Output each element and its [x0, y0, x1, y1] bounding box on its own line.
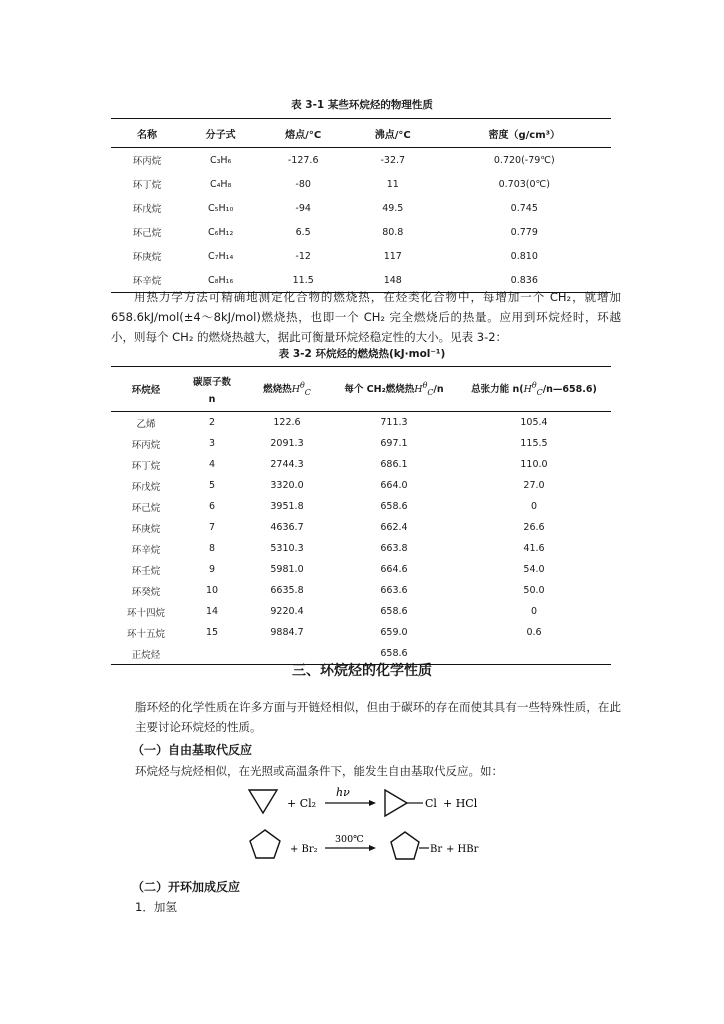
table-cell: 54.0: [523, 564, 545, 575]
table-cell: 80.8: [382, 226, 404, 238]
table-cell: 正烷烃: [131, 649, 161, 661]
symbol-sub: C: [536, 388, 543, 398]
table2-header-col5b: /n—658.6): [542, 384, 597, 396]
table-cell: 0.779: [510, 226, 538, 238]
table-cell: 6.5: [295, 226, 311, 238]
reaction2-byproduct: + HBr: [446, 844, 479, 855]
section-title: 三、环烷烃的化学性质: [292, 663, 432, 679]
table-cell: 环丁烷: [131, 460, 161, 472]
table-cell: 697.1: [380, 438, 408, 449]
table2-header-row: [111, 367, 611, 412]
table-cell: 10: [205, 585, 219, 596]
table-cell: 环庚烷: [131, 523, 161, 535]
enthalpy-symbol: [291, 380, 311, 398]
table-cell: 0.703(0℃): [498, 178, 550, 190]
symbol-sub: C: [304, 388, 311, 398]
table-cell: 658.6: [380, 501, 408, 512]
table-cell: 环辛烷: [132, 276, 162, 287]
table-cell: C₄H₈: [209, 178, 232, 190]
table2-header: [243, 367, 331, 412]
table-cell: 0.6: [526, 627, 542, 638]
table-row: [111, 496, 611, 517]
table-row: [111, 538, 611, 559]
table-cell: 110.0: [520, 459, 548, 470]
table-cell: 2091.3: [270, 438, 304, 449]
table-cell: 26.6: [523, 522, 545, 533]
table-cell: 6: [208, 501, 216, 512]
table-cell: 环戊烷: [131, 481, 161, 493]
table-cell: 664.6: [380, 564, 408, 575]
table-cell: 41.6: [523, 543, 545, 554]
table-row: [111, 622, 611, 643]
item-hydrogenation: 1．加氢: [135, 900, 177, 914]
reaction1-condition: hν: [336, 786, 350, 799]
table2-caption: 表 3-2 环烷烃的燃烧热(kJ·mol⁻¹): [278, 348, 446, 360]
table-cell: 663.6: [380, 585, 408, 596]
table-cell: 0.720(-79℃): [493, 154, 555, 166]
table1-header: 熔点/°C: [285, 129, 322, 141]
table2-header: [331, 367, 457, 412]
table-cell: -80: [295, 178, 311, 190]
table-cell: 环丁烷: [132, 180, 162, 191]
cyclopentane-structure: [250, 830, 280, 858]
table-row: [111, 475, 611, 496]
table-cell: 664.0: [380, 480, 408, 491]
table-row: [111, 244, 611, 268]
table-cell: 4636.7: [270, 522, 304, 533]
table-cell: 4: [208, 459, 216, 470]
reaction1-arrowhead: [369, 800, 376, 806]
table-cell: 122.6: [273, 417, 301, 428]
table2-header-col4b: /n: [433, 384, 444, 396]
symbol-sup: θ: [422, 380, 428, 390]
table-cell: -12: [295, 250, 311, 262]
table-cell: 105.4: [520, 417, 548, 428]
table-cell: 环辛烷: [131, 544, 161, 556]
table-row: [111, 220, 611, 244]
table-cell: 663.8: [380, 543, 408, 554]
table-cell: 2744.3: [270, 459, 304, 470]
table2-header-col1: 环烷烃: [131, 385, 161, 396]
table-cell: 5: [208, 480, 216, 491]
table-cell: 711.3: [380, 417, 408, 428]
reaction1-product-label: Cl: [425, 797, 437, 810]
table-cell: 115.5: [520, 438, 548, 449]
table-cell: 环十五烷: [126, 628, 165, 640]
table2-header: [457, 367, 611, 412]
reaction2-reagent: + Br₂: [290, 844, 318, 855]
table2-header-col2b: n: [208, 393, 216, 405]
table-row: [111, 172, 611, 196]
table1: [111, 118, 611, 293]
reaction2-arrowhead: [369, 845, 376, 851]
table-cell: 11.5: [292, 274, 314, 286]
table-cell: 0.810: [510, 250, 538, 262]
reaction1-byproduct: + HCl: [443, 797, 478, 810]
table-cell: 环壬烷: [131, 565, 161, 577]
table1-header: 分子式: [205, 129, 236, 141]
table2-header-col5a: 总张力能 n(: [471, 384, 524, 396]
table-cell: 148: [383, 274, 402, 286]
table-row: [111, 559, 611, 580]
symbol-h: H: [414, 384, 423, 396]
table-cell: 环癸烷: [131, 586, 161, 598]
table2-header-col3: 燃烧热: [263, 384, 292, 396]
table-cell: 6635.8: [270, 585, 304, 596]
table-cell: 环戊烷: [132, 204, 162, 215]
symbol-sub: C: [427, 388, 434, 398]
table-row: [111, 196, 611, 220]
reaction2-product-label: Br: [430, 844, 443, 855]
table1-header: 沸点/°C: [374, 129, 411, 141]
symbol-h: H: [291, 384, 300, 396]
table-cell: 3951.8: [270, 501, 304, 512]
reaction-scheme: [0, 780, 724, 880]
table-cell: 658.6: [380, 606, 408, 617]
table-cell: 659.0: [380, 627, 408, 638]
table-cell: -94: [295, 202, 311, 214]
table-cell: 0: [530, 606, 538, 617]
table-cell: 8: [208, 543, 216, 554]
table-row: [111, 412, 611, 434]
table-cell: 15: [205, 627, 219, 638]
table-cell: C₆H₁₂: [208, 226, 234, 238]
table-row: [111, 454, 611, 475]
table-cell: 5981.0: [270, 564, 304, 575]
table2-header: [111, 367, 181, 412]
table-cell: 3320.0: [270, 480, 304, 491]
subsection-free-radical-substitution: （一）自由基取代反应: [132, 743, 253, 757]
paragraph-substitution: 环烷烃与烷烃相似，在光照或高温条件下，能发生自由基取代反应。如：: [135, 764, 503, 778]
table-cell: -32.7: [380, 154, 406, 166]
table-cell: 27.0: [523, 480, 545, 491]
table1-header-row: [111, 119, 611, 148]
table-cell: 117: [383, 250, 402, 262]
symbol-h: H: [523, 384, 532, 396]
table1-header: 密度（g/cm³）: [488, 129, 561, 141]
table-row: [111, 433, 611, 454]
enthalpy-symbol: [414, 380, 434, 398]
table-cell: 2: [208, 417, 216, 428]
table-cell: 环丙烷: [131, 439, 161, 451]
table-row: [111, 580, 611, 601]
table-cell: 0.745: [510, 202, 538, 214]
cyclopropane-structure: [249, 790, 277, 813]
table-cell: 0.836: [510, 274, 538, 286]
table-cell: C₃H₆: [209, 154, 232, 166]
reaction2-condition: 300℃: [335, 834, 364, 845]
table-cell: 3: [208, 438, 216, 449]
table-row: [111, 148, 611, 173]
table2-header: [181, 367, 243, 412]
table1-caption: 表 3-1 某些环烷烃的物理性质: [291, 99, 433, 111]
table-cell: 9: [208, 564, 216, 575]
table-cell: 5310.3: [270, 543, 304, 554]
paragraph-combustion-heat: 用热力学方法可精确地测定化合物的燃烧热，在烃类化合物中，每增加一个 CH₂，就增加 658.6kJ/mol(±4～8kJ/mol)燃烧热，也即一个 CH₂ 完全燃烧后的热量。应用到环烷烃时，环越小，则每个 CH₂ 的燃烧热越大，据此可衡量环烷烃稳定性的大小。见表 3-2：: [111, 290, 621, 344]
cyclopropane-product-structure: [385, 790, 407, 816]
table-cell: 14: [205, 606, 219, 617]
table-cell: C₇H₁₄: [208, 250, 234, 262]
table-cell: 环丙烷: [132, 156, 162, 167]
table-row: [111, 601, 611, 622]
table-row: [111, 517, 611, 538]
table-cell: 环己烷: [131, 502, 161, 514]
reaction1-reagent: + Cl₂: [287, 797, 317, 810]
table2-header-col4a: 每个 CH₂燃烧热: [344, 384, 415, 396]
symbol-sup: θ: [299, 380, 305, 390]
table-cell: 49.5: [382, 202, 404, 214]
table-cell: C₈H₁₆: [208, 274, 234, 286]
cyclopentane-product-structure: [391, 832, 419, 859]
table-cell: 7: [208, 522, 216, 533]
table2: [111, 366, 611, 665]
table-cell: 11: [386, 178, 399, 190]
table-cell: 662.4: [380, 522, 408, 533]
table-cell: 环庚烷: [132, 252, 162, 263]
table-cell: 658.6: [380, 648, 408, 659]
symbol-sup: θ: [531, 380, 537, 390]
table-cell: -127.6: [287, 154, 319, 166]
table-cell: 环十四烷: [126, 607, 165, 619]
enthalpy-symbol: [523, 380, 543, 398]
table-cell: C₅H₁₀: [208, 202, 234, 214]
table-cell: 乙烯: [136, 418, 156, 430]
table-cell: 环己烷: [132, 228, 162, 239]
paragraph-chemical-properties: 脂环烃的化学性质在许多方面与开链烃相似，但由于碳环的存在而使其具有一些特殊性质，在此主要讨论环烷烃的性质。: [135, 700, 621, 734]
table1-header: 名称: [136, 129, 157, 141]
table-cell: 50.0: [523, 585, 545, 596]
table-cell: 9884.7: [270, 627, 304, 638]
table2-header-col2a: 碳原子数: [192, 376, 231, 388]
table-cell: 0: [530, 501, 538, 512]
table-cell: 9220.4: [270, 606, 304, 617]
table-cell: 686.1: [380, 459, 408, 470]
subsection-ring-opening-addition: （二）开环加成反应: [132, 880, 241, 894]
